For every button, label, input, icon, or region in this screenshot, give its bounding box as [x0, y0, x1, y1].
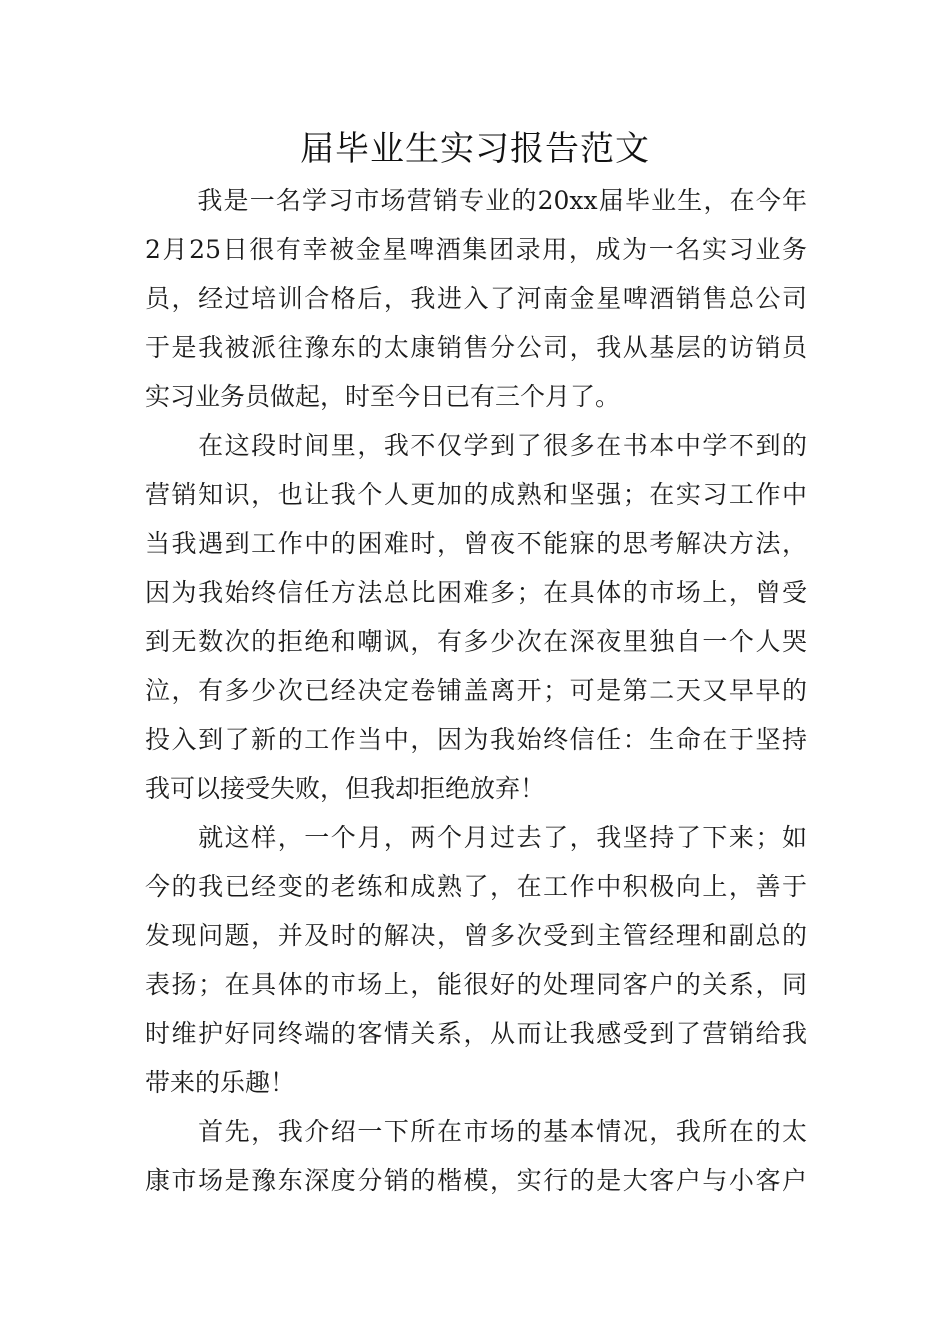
text-line: 到无数次的拒绝和嘲讽，有多少次在深夜里独自一个人哭: [145, 627, 807, 656]
text-line: 营销知识，也让我个人更加的成熟和坚强；在实习工作中: [145, 480, 807, 509]
text-line: 泣，有多少次已经决定卷铺盖离开；可是第二天又早早的: [145, 676, 807, 705]
text-line: 2月25日很有幸被金星啤酒集团录用，成为一名实习业务: [145, 235, 807, 264]
text-line: 今的我已经变的老练和成熟了，在工作中积极向上，善于: [145, 872, 807, 901]
text-line: 实习业务员做起，时至今日已有三个月了。: [145, 382, 621, 411]
paragraph-3: [145, 813, 807, 1107]
text-line: 就这样，一个月，两个月过去了，我坚持了下来；如: [145, 823, 807, 852]
text-line: 我可以接受失败，但我却拒绝放弃！: [145, 774, 546, 803]
text-line: 康市场是豫东深度分销的楷模，实行的是大客户与小客户: [145, 1166, 807, 1195]
text-line: 于是我被派往豫东的太康销售分公司，我从基层的访销员: [145, 333, 807, 362]
document-title: 届毕业生实习报告范文: [300, 129, 650, 169]
document-body: [145, 176, 807, 1205]
text-line: 因为我始终信任方法总比困难多；在具体的市场上，曾受: [145, 578, 807, 607]
text-line: 员，经过培训合格后，我进入了河南金星啤酒销售总公司: [145, 284, 807, 313]
text-line: 投入到了新的工作当中，因为我始终信任：生命在于坚持: [145, 725, 807, 754]
text-line: 我是一名学习市场营销专业的20xx届毕业生，在今年: [145, 186, 807, 215]
paragraph-2: [145, 421, 807, 813]
text-line: 表扬；在具体的市场上，能很好的处理同客户的关系，同: [145, 970, 807, 999]
paragraph-4: [145, 1107, 807, 1205]
text-line: 首先，我介绍一下所在市场的基本情况，我所在的太: [145, 1117, 807, 1146]
text-line: 当我遇到工作中的困难时，曾夜不能寐的思考解决方法，: [145, 529, 807, 558]
text-line: 带来的乐趣！: [145, 1068, 296, 1097]
paragraph-1: [145, 176, 807, 421]
text-line: 时维护好同终端的客情关系，从而让我感受到了营销给我: [145, 1019, 807, 1048]
text-line: 在这段时间里，我不仅学到了很多在书本中学不到的: [145, 431, 807, 460]
text-line: 发现问题，并及时的解决，曾多次受到主管经理和副总的: [145, 921, 807, 950]
